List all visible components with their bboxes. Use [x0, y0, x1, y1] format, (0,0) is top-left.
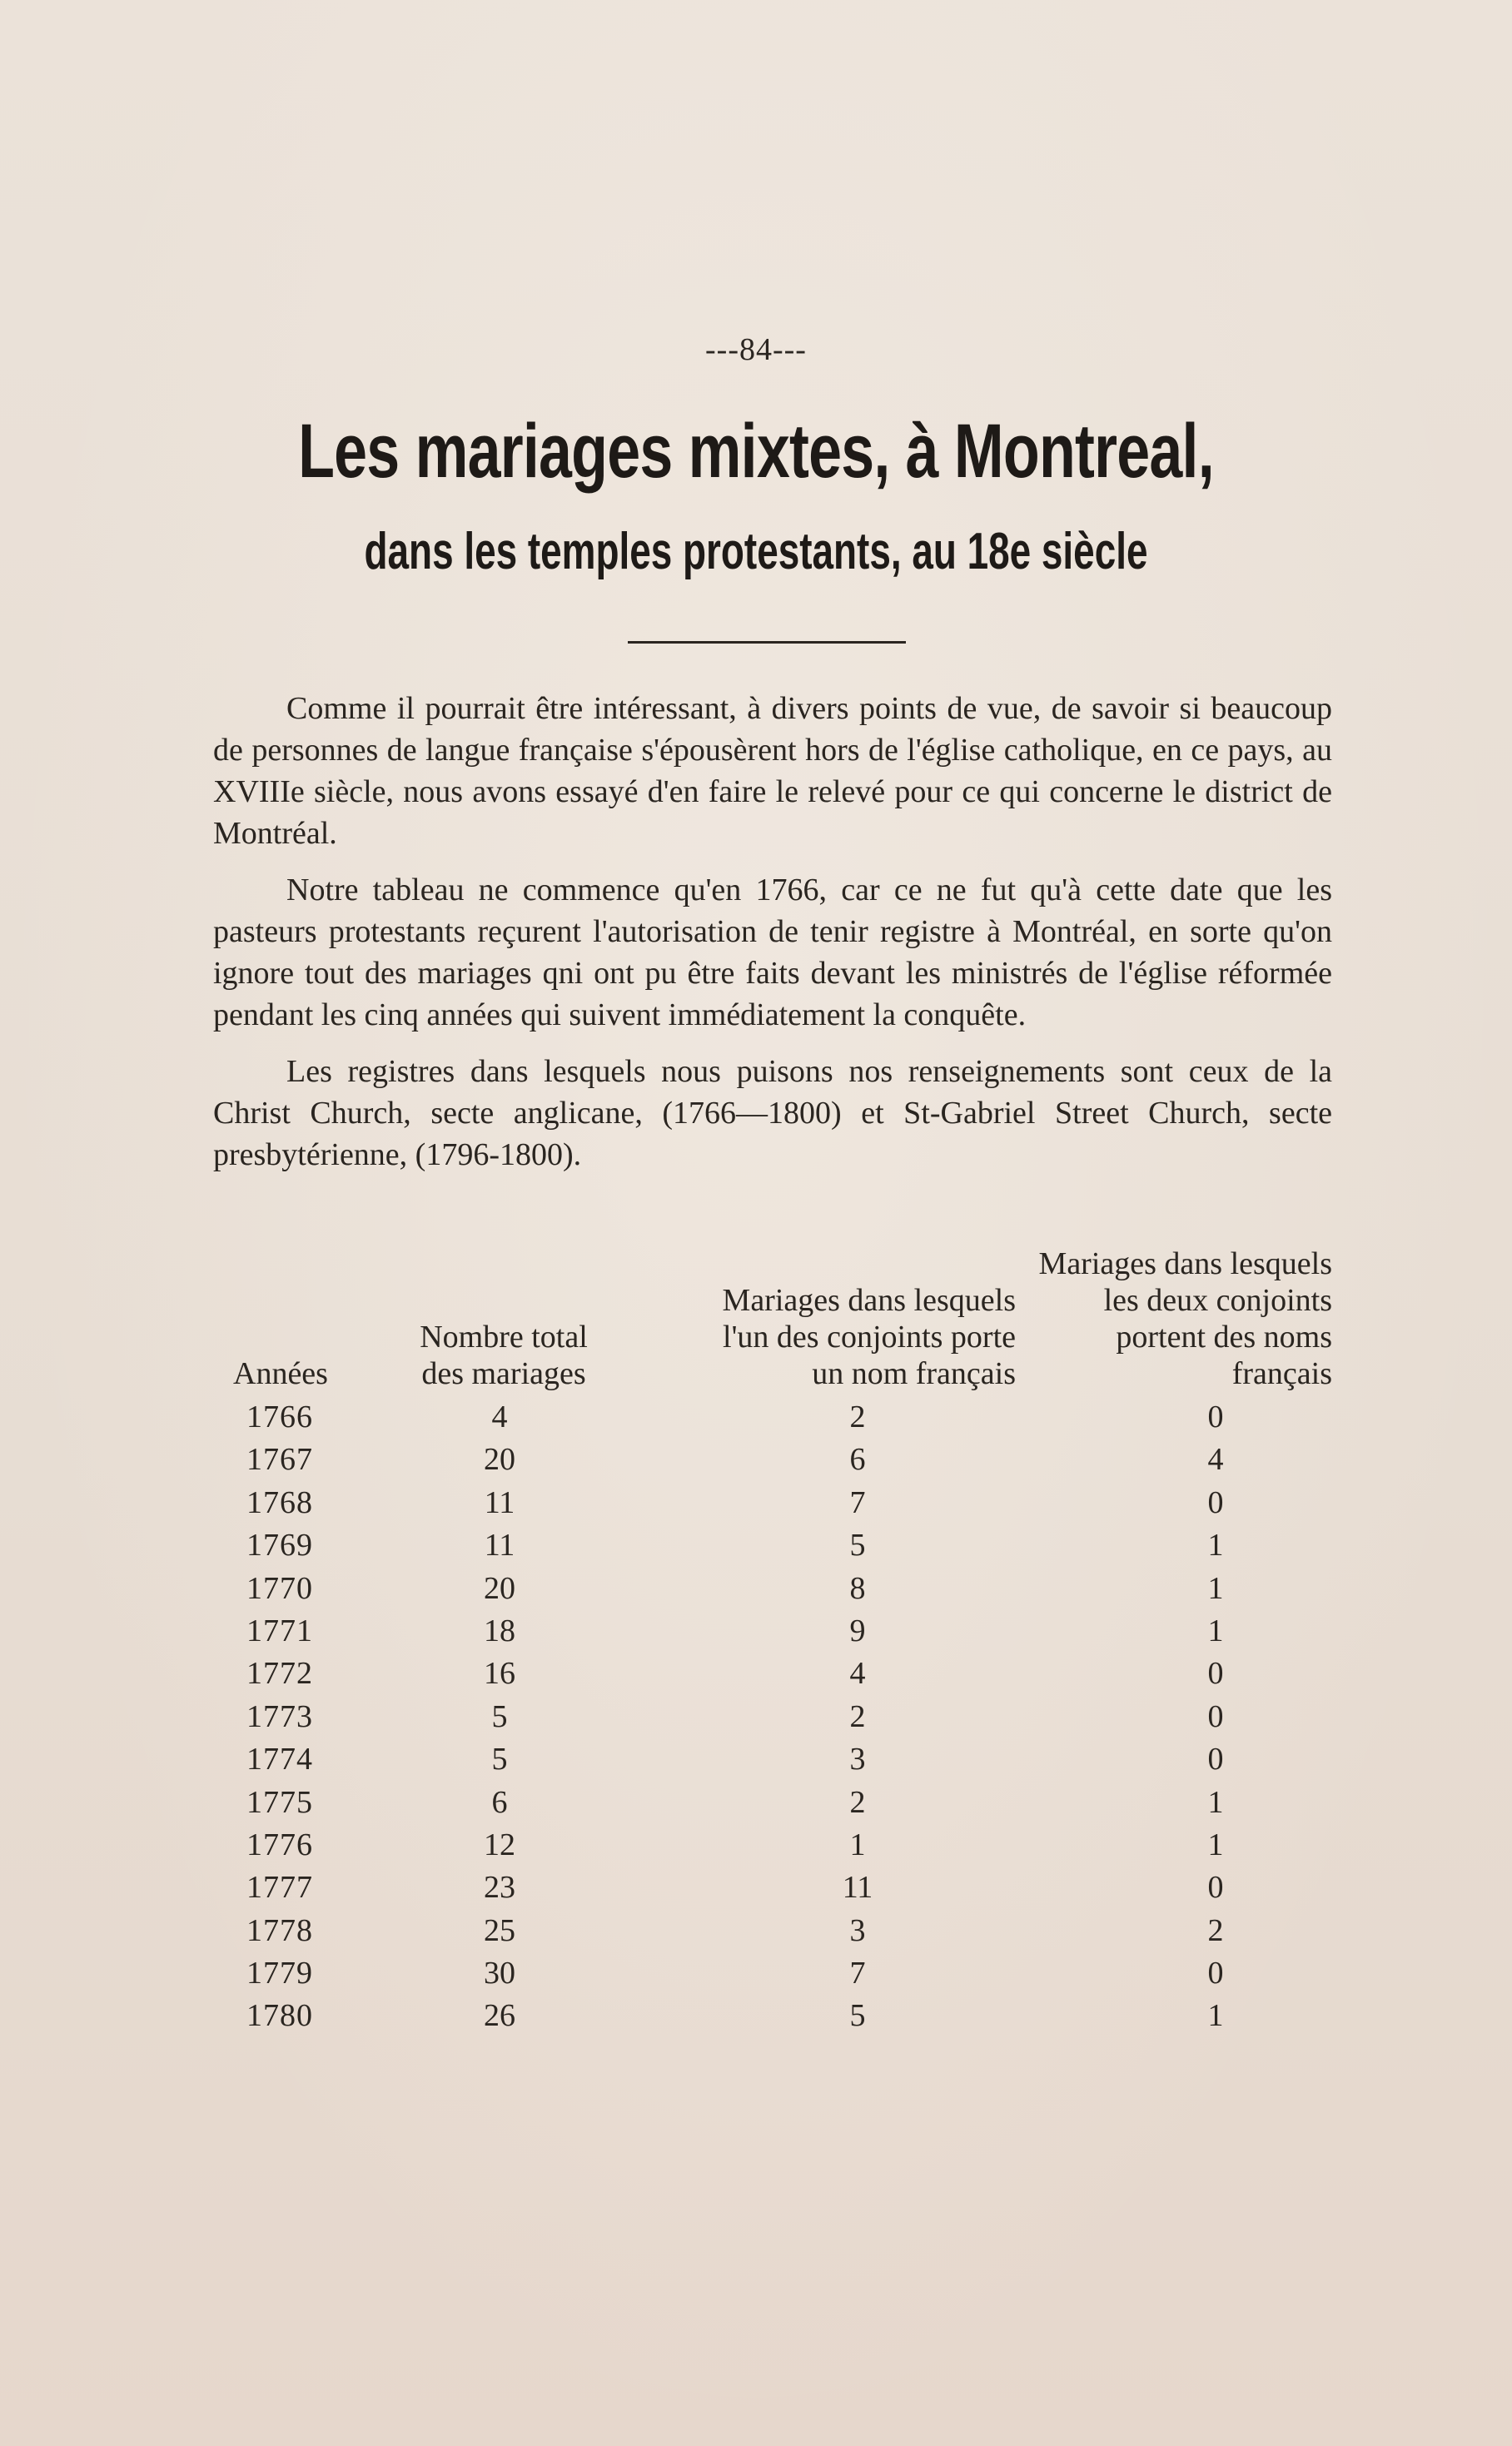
- cell-total: 5: [491, 1698, 508, 1734]
- cell-both-french: 0: [1207, 1870, 1224, 1906]
- title-divider: [628, 641, 906, 644]
- header-both-french: Mariages dans lesquels les deux conjoints portent des noms français: [1038, 1246, 1332, 1391]
- cell-one-french: 9: [849, 1613, 866, 1648]
- cell-both-french: 0: [1207, 1742, 1224, 1777]
- paragraph: Les registres dans lesquels nous puisons nos renseignements sont ceux de la Christ Church, secte anglicane, (1766—1800) et St-Gabriel Street Church, secte presbytérienne, (1796-1800).: [213, 1054, 1332, 1172]
- page-number: ---84---: [705, 332, 807, 367]
- cell-both-french: 4: [1207, 1442, 1224, 1478]
- cell-one-french: 7: [849, 1484, 866, 1520]
- table-row: [0, 1441, 1512, 1484]
- cell-one-french: 8: [849, 1570, 866, 1606]
- table-row: [0, 1784, 1512, 1827]
- table-row: [0, 1997, 1512, 2040]
- cell-one-french: 1: [849, 1827, 866, 1862]
- cell-year: 1772: [246, 1656, 313, 1692]
- cell-year: 1769: [246, 1528, 313, 1564]
- table-row: [0, 1698, 1512, 1741]
- table-row: [0, 1741, 1512, 1783]
- header-years: Années: [233, 1356, 328, 1391]
- cell-total: 25: [484, 1912, 515, 1948]
- cell-both-french: 2: [1207, 1912, 1224, 1948]
- cell-year: 1775: [246, 1784, 313, 1820]
- cell-total: 11: [484, 1528, 515, 1564]
- cell-one-french: 2: [849, 1399, 866, 1434]
- cell-total: 20: [484, 1442, 515, 1478]
- cell-year: 1777: [246, 1870, 313, 1906]
- cell-total: 11: [484, 1484, 515, 1520]
- cell-total: 26: [484, 1998, 515, 2034]
- table-row: [0, 1399, 1512, 1441]
- cell-year: 1780: [246, 1998, 313, 2034]
- marriage-table: [0, 1399, 1512, 2041]
- cell-one-french: 5: [849, 1528, 866, 1564]
- table-row: [0, 1527, 1512, 1569]
- cell-one-french: 2: [849, 1784, 866, 1820]
- cell-both-french: 1: [1207, 1827, 1224, 1862]
- table-row: [0, 1955, 1512, 1997]
- article-subtitle: dans les temples protestants, au 18e siècle: [364, 523, 1148, 580]
- cell-total: 20: [484, 1570, 515, 1606]
- cell-year: 1776: [246, 1827, 313, 1862]
- cell-year: 1774: [246, 1742, 313, 1777]
- cell-total: 6: [491, 1784, 508, 1820]
- table-row: [0, 1484, 1512, 1527]
- table-row: [0, 1613, 1512, 1655]
- cell-year: 1767: [246, 1442, 313, 1478]
- cell-total: 18: [484, 1613, 515, 1648]
- cell-year: 1779: [246, 1956, 313, 1991]
- table-header: [0, 1245, 1512, 1392]
- cell-one-french: 6: [849, 1442, 866, 1478]
- cell-year: 1768: [246, 1484, 313, 1520]
- cell-total: 5: [491, 1742, 508, 1777]
- cell-both-french: 1: [1207, 1784, 1224, 1820]
- paragraph: Comme il pourrait être intéressant, à divers points de vue, de savoir si beaucoup de personnes de langue française s'épousèrent hors de l'église catholique, en ce pays, au XVIIIe siècle, nous avons essayé d'en faire le relevé pour ce qui concerne le district de Montréal.: [213, 691, 1332, 851]
- cell-both-french: 0: [1207, 1399, 1224, 1434]
- paragraph: Notre tableau ne commence qu'en 1766, car ce ne fut qu'à cette date que les pasteurs protestants reçurent l'autorisation de tenir registre à Montréal, en sorte qu'on ignore tout des mariages qni ont pu être faits devant les ministrés de l'église réformée pendant les cinq années qui suivent immédiatement la conquête.: [213, 873, 1332, 1032]
- cell-both-french: 0: [1207, 1656, 1224, 1692]
- cell-total: 12: [484, 1827, 515, 1862]
- table-row: [0, 1869, 1512, 1912]
- cell-both-french: 1: [1207, 1570, 1224, 1606]
- cell-both-french: 1: [1207, 1528, 1224, 1564]
- cell-total: 30: [484, 1956, 515, 1991]
- cell-year: 1773: [246, 1698, 313, 1734]
- cell-both-french: 0: [1207, 1484, 1224, 1520]
- table-row: [0, 1655, 1512, 1698]
- cell-year: 1771: [246, 1613, 313, 1648]
- table-row: [0, 1827, 1512, 1869]
- cell-one-french: 4: [849, 1656, 866, 1692]
- table-row: [0, 1570, 1512, 1613]
- article-body: [213, 688, 1332, 1191]
- cell-both-french: 0: [1207, 1956, 1224, 1991]
- cell-total: 4: [491, 1399, 508, 1434]
- cell-total: 23: [484, 1870, 515, 1906]
- cell-one-french: 11: [842, 1870, 873, 1906]
- cell-one-french: 2: [849, 1698, 866, 1734]
- cell-year: 1766: [246, 1399, 313, 1434]
- cell-both-french: 1: [1207, 1998, 1224, 2034]
- cell-year: 1770: [246, 1570, 313, 1606]
- header-one-french: Mariages dans lesquels l'un des conjoints porte un nom français: [722, 1283, 1016, 1391]
- cell-both-french: 0: [1207, 1698, 1224, 1734]
- cell-year: 1778: [246, 1912, 313, 1948]
- cell-one-french: 3: [849, 1742, 866, 1777]
- cell-one-french: 3: [849, 1912, 866, 1948]
- article-title: Les mariages mixtes, à Montreal,: [298, 409, 1214, 494]
- cell-one-french: 7: [849, 1956, 866, 1991]
- cell-one-french: 5: [849, 1998, 866, 2034]
- cell-total: 16: [484, 1656, 515, 1692]
- table-row: [0, 1912, 1512, 1955]
- cell-both-french: 1: [1207, 1613, 1224, 1648]
- header-total-marriages: Nombre total des mariages: [420, 1320, 588, 1391]
